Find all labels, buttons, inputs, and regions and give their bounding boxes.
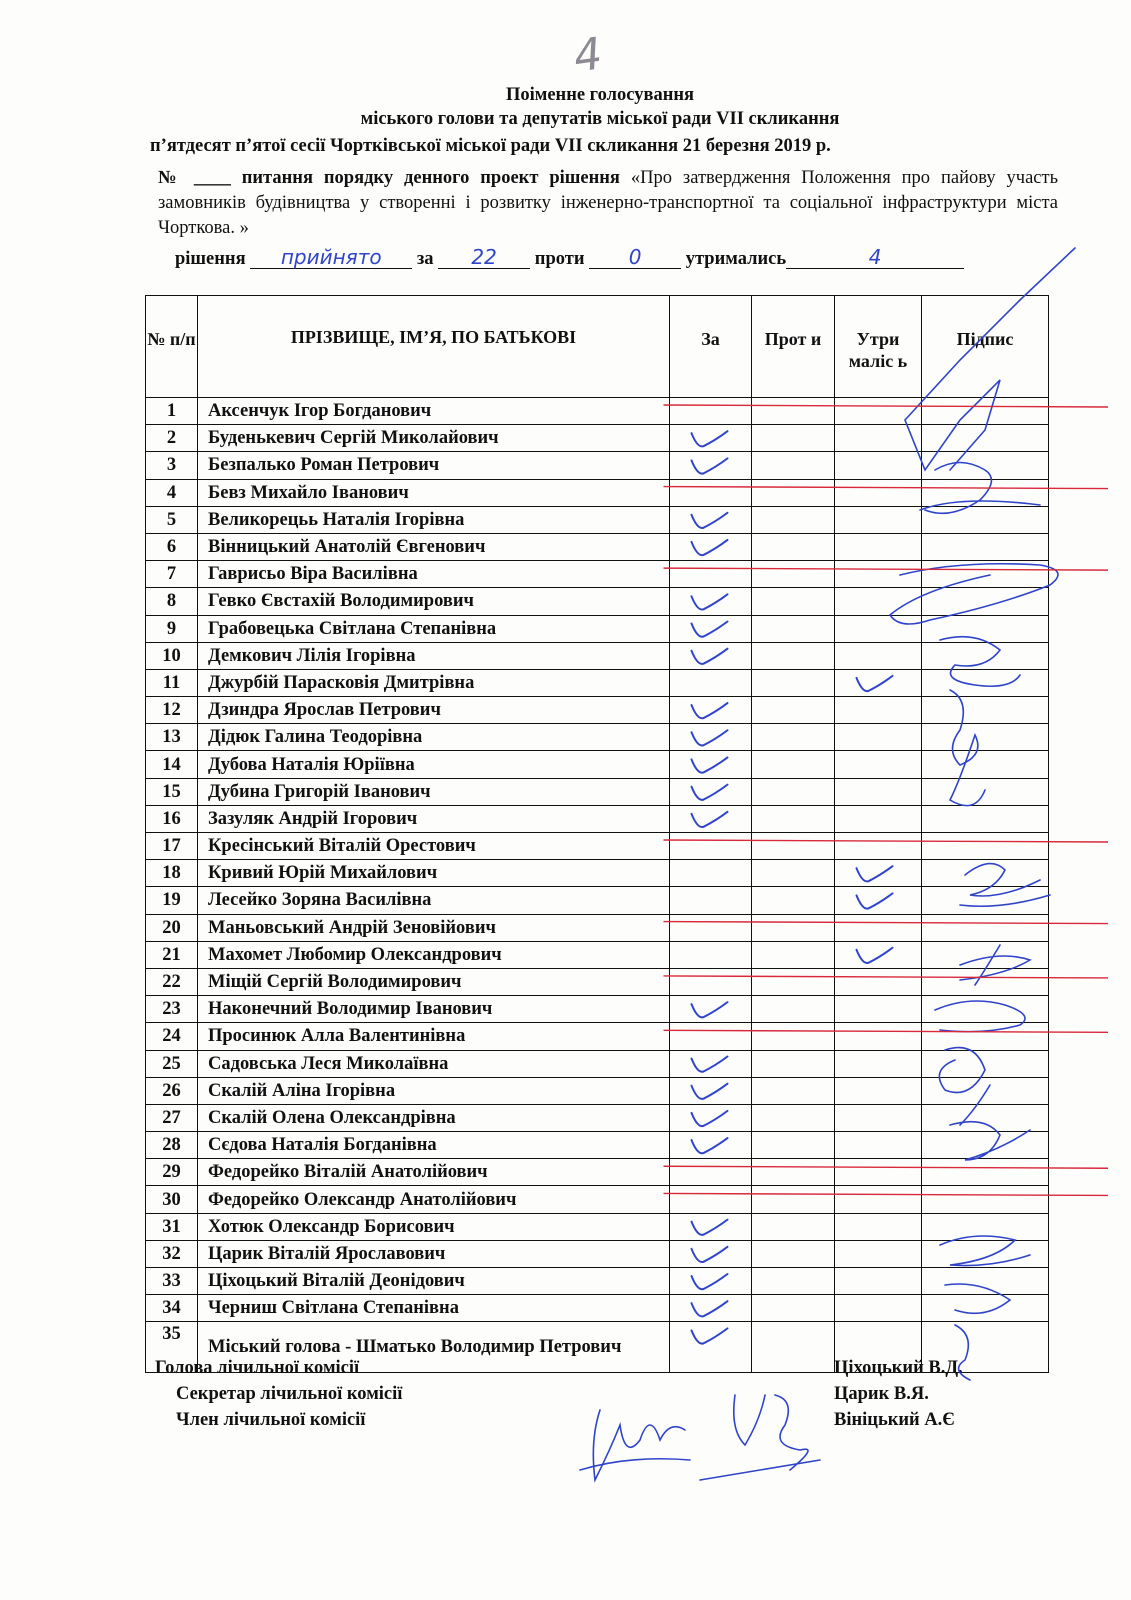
- cell-signature: [922, 561, 1049, 588]
- cell-abstain: [835, 1295, 922, 1322]
- cell-abstain: [835, 805, 922, 832]
- cell-signature: [922, 751, 1049, 778]
- cell-against: [752, 778, 835, 805]
- cell-against: [752, 642, 835, 669]
- table-row: [146, 615, 1049, 642]
- cell-abstain: [835, 860, 922, 887]
- row-name: Зазуляк Андрій Ігорович: [198, 805, 670, 832]
- cell-signature: [922, 860, 1049, 887]
- cell-against: [752, 1213, 835, 1240]
- row-number: 33: [146, 1268, 198, 1295]
- row-name: Садовська Леся Миколаївна: [198, 1050, 670, 1077]
- row-name: Джурбій Парасковія Дмитрівна: [198, 669, 670, 696]
- cell-for: [670, 1023, 752, 1050]
- table-row: [146, 452, 1049, 479]
- cell-abstain: [835, 724, 922, 751]
- cell-signature: [922, 1213, 1049, 1240]
- cell-abstain: [835, 1132, 922, 1159]
- cell-signature: [922, 1186, 1049, 1213]
- cell-abstain: [835, 968, 922, 995]
- cell-signature: [922, 425, 1049, 452]
- table-row: [146, 860, 1049, 887]
- cell-against: [752, 669, 835, 696]
- row-number: 29: [146, 1159, 198, 1186]
- cell-abstain: [835, 669, 922, 696]
- cell-for: [670, 1240, 752, 1267]
- row-number: 24: [146, 1023, 198, 1050]
- table-row: [146, 1132, 1049, 1159]
- cell-for: [670, 425, 752, 452]
- row-number: 28: [146, 1132, 198, 1159]
- row-name: Кривий Юрій Михайлович: [198, 860, 670, 887]
- row-name: Безпалько Роман Петрович: [198, 452, 670, 479]
- row-number: 13: [146, 724, 198, 751]
- row-number: 32: [146, 1240, 198, 1267]
- cell-for: [670, 1295, 752, 1322]
- cell-for: [670, 642, 752, 669]
- table-row: [146, 588, 1049, 615]
- cell-against: [752, 805, 835, 832]
- cell-abstain: [835, 533, 922, 560]
- row-number: 11: [146, 669, 198, 696]
- commission-signature: [580, 1410, 690, 1480]
- cell-abstain: [835, 941, 922, 968]
- row-number: 18: [146, 860, 198, 887]
- cell-for: [670, 941, 752, 968]
- table-row: [146, 1159, 1049, 1186]
- cell-for: [670, 751, 752, 778]
- header-against: Прот и: [752, 296, 835, 398]
- cell-signature: [922, 533, 1049, 560]
- row-name: Царик Віталій Ярославович: [198, 1240, 670, 1267]
- row-name: Хотюк Олександр Борисович: [198, 1213, 670, 1240]
- document-subtitle: міського голови та депутатів міської ради VII скликання: [360, 109, 840, 129]
- table-row: [146, 968, 1049, 995]
- project-text: «Про затвердження Положення про пайову участь замовників будівництва у створенні і розвитку інженерно-транспортної та соціальної інфраструктури міста Чорткова. »: [158, 168, 1059, 238]
- table-row: [146, 669, 1049, 696]
- table-row: [146, 1268, 1049, 1295]
- row-name: Демкович Лілія Ігорівна: [198, 642, 670, 669]
- abstain-count: 4: [786, 246, 964, 269]
- row-name: Лесейко Зоряна Василівна: [198, 887, 670, 914]
- cell-abstain: [835, 1213, 922, 1240]
- decision-label: рішення: [175, 249, 246, 269]
- cell-abstain: [835, 887, 922, 914]
- session-line: п’ятдесят п’ятої сесії Чортківської міської ради VII скликання 21 березня 2019 р.: [150, 136, 831, 156]
- cell-signature: [922, 914, 1049, 941]
- header-name: ПРІЗВИЩЕ, ІМ’Я, ПО БАТЬКОВІ: [198, 296, 670, 398]
- cell-for: [670, 996, 752, 1023]
- cell-abstain: [835, 615, 922, 642]
- row-name: Аксенчук Ігор Богданович: [198, 398, 670, 425]
- row-name: Буденькевич Сергій Миколайович: [198, 425, 670, 452]
- cell-for: [670, 833, 752, 860]
- cell-abstain: [835, 425, 922, 452]
- cell-against: [752, 1159, 835, 1186]
- cell-against: [752, 1050, 835, 1077]
- table-header-row: [146, 296, 1049, 398]
- row-name: Наконечний Володимир Іванович: [198, 996, 670, 1023]
- cell-against: [752, 452, 835, 479]
- cell-for: [670, 615, 752, 642]
- commission-signature: [700, 1395, 820, 1480]
- row-number: 8: [146, 588, 198, 615]
- cell-signature: [922, 1104, 1049, 1131]
- row-number: 26: [146, 1077, 198, 1104]
- cell-against: [752, 941, 835, 968]
- commission-secretary-name: Царик В.Я.: [834, 1384, 929, 1404]
- row-number: 16: [146, 805, 198, 832]
- cell-for: [670, 1322, 752, 1373]
- commission-head-label: Голова лічильної комісії: [155, 1358, 360, 1378]
- cell-against: [752, 887, 835, 914]
- project-description: [158, 166, 1058, 241]
- table-row: [146, 778, 1049, 805]
- table-row: [146, 425, 1049, 452]
- cell-against: [752, 533, 835, 560]
- cell-against: [752, 1295, 835, 1322]
- decision-line: [175, 246, 1075, 270]
- row-name: Міський голова - Шматько Володимир Петрович: [198, 1322, 670, 1373]
- cell-abstain: [835, 697, 922, 724]
- cell-for: [670, 1268, 752, 1295]
- row-name: Маньовський Андрій Зеновійович: [198, 914, 670, 941]
- row-name: Міщій Сергій Володимирович: [198, 968, 670, 995]
- table-row: [146, 642, 1049, 669]
- cell-against: [752, 1077, 835, 1104]
- cell-abstain: [835, 588, 922, 615]
- cell-signature: [922, 941, 1049, 968]
- row-name: Федорейко Віталій Анатолійович: [198, 1159, 670, 1186]
- cell-abstain: [835, 914, 922, 941]
- cell-for: [670, 1077, 752, 1104]
- table-row: [146, 914, 1049, 941]
- row-name: Дідюк Галина Теодорівна: [198, 724, 670, 751]
- row-number: 34: [146, 1295, 198, 1322]
- cell-against: [752, 1268, 835, 1295]
- commission-head-name: Ціхоцький В.Д.: [834, 1358, 963, 1378]
- cell-signature: [922, 1050, 1049, 1077]
- row-name: Великорецьь Наталія Ігорівна: [198, 506, 670, 533]
- cell-against: [752, 588, 835, 615]
- cell-for: [670, 887, 752, 914]
- cell-signature: [922, 778, 1049, 805]
- cell-against: [752, 1023, 835, 1050]
- row-number: 3: [146, 452, 198, 479]
- cell-signature: [922, 1295, 1049, 1322]
- table-row: [146, 833, 1049, 860]
- cell-for: [670, 506, 752, 533]
- table-row: [146, 724, 1049, 751]
- cell-signature: [922, 1268, 1049, 1295]
- row-number: 30: [146, 1186, 198, 1213]
- cell-for: [670, 533, 752, 560]
- cell-for: [670, 398, 752, 425]
- table-row: [146, 561, 1049, 588]
- cell-abstain: [835, 1104, 922, 1131]
- table-row: [146, 479, 1049, 506]
- cell-for: [670, 452, 752, 479]
- cell-against: [752, 833, 835, 860]
- cell-against: [752, 561, 835, 588]
- abstain-label: утримались: [685, 249, 787, 269]
- cell-for: [670, 588, 752, 615]
- cell-against: [752, 968, 835, 995]
- cell-signature: [922, 506, 1049, 533]
- row-name: Просинюк Алла Валентинівна: [198, 1023, 670, 1050]
- row-number: 31: [146, 1213, 198, 1240]
- document-title: Поіменне голосування: [505, 85, 695, 105]
- row-number: 6: [146, 533, 198, 560]
- against-count: 0: [589, 246, 681, 269]
- cell-signature: [922, 1240, 1049, 1267]
- cell-signature: [922, 588, 1049, 615]
- cell-for: [670, 1132, 752, 1159]
- row-number: 22: [146, 968, 198, 995]
- table-row: [146, 805, 1049, 832]
- cell-against: [752, 1322, 835, 1373]
- cell-for: [670, 1213, 752, 1240]
- cell-for: [670, 561, 752, 588]
- row-name: Вінницький Анатолій Євгенович: [198, 533, 670, 560]
- for-count: 22: [438, 246, 530, 269]
- row-name: Дзиндра Ярослав Петрович: [198, 697, 670, 724]
- row-number: 9: [146, 615, 198, 642]
- for-label: за: [416, 249, 434, 269]
- table-row: [146, 996, 1049, 1023]
- cell-signature: [922, 452, 1049, 479]
- cell-abstain: [835, 1159, 922, 1186]
- cell-against: [752, 398, 835, 425]
- row-number: 35: [146, 1322, 198, 1373]
- cell-signature: [922, 724, 1049, 751]
- cell-against: [752, 1240, 835, 1267]
- cell-abstain: [835, 479, 922, 506]
- cell-for: [670, 778, 752, 805]
- cell-abstain: [835, 1050, 922, 1077]
- commission-member-label: Член лічильної комісії: [176, 1410, 366, 1430]
- cell-abstain: [835, 1077, 922, 1104]
- cell-signature: [922, 968, 1049, 995]
- table-row: [146, 1050, 1049, 1077]
- cell-for: [670, 1104, 752, 1131]
- cell-against: [752, 914, 835, 941]
- cell-signature: [922, 1077, 1049, 1104]
- cell-against: [752, 724, 835, 751]
- row-number: 21: [146, 941, 198, 968]
- row-name: Дубова Наталія Юріївна: [198, 751, 670, 778]
- cell-for: [670, 860, 752, 887]
- table-row: [146, 506, 1049, 533]
- cell-signature: [922, 615, 1049, 642]
- row-name: Ціхоцький Віталій Деонідович: [198, 1268, 670, 1295]
- cell-signature: [922, 1023, 1049, 1050]
- table-row: [146, 1295, 1049, 1322]
- row-number: 19: [146, 887, 198, 914]
- cell-against: [752, 697, 835, 724]
- cell-signature: [922, 996, 1049, 1023]
- row-name: Грабовецька Світлана Степанівна: [198, 615, 670, 642]
- cell-against: [752, 860, 835, 887]
- row-number: 12: [146, 697, 198, 724]
- row-number: 7: [146, 561, 198, 588]
- cell-abstain: [835, 778, 922, 805]
- cell-against: [752, 506, 835, 533]
- row-name: Гевко Євстахій Володимирович: [198, 588, 670, 615]
- against-label: проти: [534, 249, 585, 269]
- cell-abstain: [835, 452, 922, 479]
- cell-for: [670, 914, 752, 941]
- table-row: [146, 1240, 1049, 1267]
- header-signature: Підпис: [922, 296, 1049, 398]
- table-row: [146, 887, 1049, 914]
- cell-for: [670, 968, 752, 995]
- row-name: Кресінський Віталій Орестович: [198, 833, 670, 860]
- table-row: [146, 1104, 1049, 1131]
- cell-abstain: [835, 833, 922, 860]
- cell-abstain: [835, 1023, 922, 1050]
- commission-member-name: Вініцький А.Є: [834, 1410, 955, 1430]
- cell-signature: [922, 398, 1049, 425]
- cell-against: [752, 615, 835, 642]
- row-number: 10: [146, 642, 198, 669]
- row-name: Бевз Михайло Іванович: [198, 479, 670, 506]
- cell-signature: [922, 697, 1049, 724]
- cell-against: [752, 751, 835, 778]
- cell-signature: [922, 642, 1049, 669]
- row-number: 25: [146, 1050, 198, 1077]
- cell-for: [670, 1159, 752, 1186]
- cell-for: [670, 724, 752, 751]
- cell-against: [752, 479, 835, 506]
- vote-table: [145, 295, 1049, 1373]
- row-number: 20: [146, 914, 198, 941]
- table-row: [146, 1077, 1049, 1104]
- cell-abstain: [835, 996, 922, 1023]
- cell-for: [670, 669, 752, 696]
- cell-abstain: [835, 1240, 922, 1267]
- row-number: 1: [146, 398, 198, 425]
- table-row: [146, 398, 1049, 425]
- cell-for: [670, 1186, 752, 1213]
- row-number: 14: [146, 751, 198, 778]
- page-number: 4: [570, 28, 606, 83]
- table-row: [146, 941, 1049, 968]
- cell-abstain: [835, 1186, 922, 1213]
- decision-value: прийнято: [250, 246, 412, 269]
- table-row: [146, 1023, 1049, 1050]
- table-row: [146, 1186, 1049, 1213]
- cell-against: [752, 1104, 835, 1131]
- row-number: 5: [146, 506, 198, 533]
- row-number: 2: [146, 425, 198, 452]
- cell-abstain: [835, 642, 922, 669]
- row-name: Черниш Світлана Степанівна: [198, 1295, 670, 1322]
- cell-signature: [922, 1159, 1049, 1186]
- row-number: 15: [146, 778, 198, 805]
- row-name: Скалій Аліна Ігорівна: [198, 1077, 670, 1104]
- row-number: 27: [146, 1104, 198, 1131]
- cell-abstain: [835, 751, 922, 778]
- cell-for: [670, 1050, 752, 1077]
- row-name: Махомет Любомир Олександрович: [198, 941, 670, 968]
- header-for: За: [670, 296, 752, 398]
- cell-signature: [922, 805, 1049, 832]
- cell-against: [752, 1132, 835, 1159]
- cell-signature: [922, 479, 1049, 506]
- project-prefix: № ____ питання порядку денного проект рішення: [158, 168, 620, 188]
- row-name: Гаврисьо Віра Василівна: [198, 561, 670, 588]
- table-row: [146, 533, 1049, 560]
- cell-abstain: [835, 1268, 922, 1295]
- header-abstain: Утри маліс ь: [835, 296, 922, 398]
- cell-against: [752, 996, 835, 1023]
- table-row: [146, 751, 1049, 778]
- cell-signature: [922, 887, 1049, 914]
- table-row: [146, 697, 1049, 724]
- row-number: 23: [146, 996, 198, 1023]
- cell-for: [670, 805, 752, 832]
- row-number: 17: [146, 833, 198, 860]
- cell-signature: [922, 1132, 1049, 1159]
- row-name: Сєдова Наталія Богданівна: [198, 1132, 670, 1159]
- cell-signature: [922, 669, 1049, 696]
- row-name: Дубина Григорій Іванович: [198, 778, 670, 805]
- cell-against: [752, 425, 835, 452]
- row-number: 4: [146, 479, 198, 506]
- commission-secretary-label: Секретар лічильної комісії: [176, 1384, 403, 1404]
- table-row: [146, 1213, 1049, 1240]
- cell-for: [670, 479, 752, 506]
- cell-for: [670, 697, 752, 724]
- cell-abstain: [835, 398, 922, 425]
- row-name: Федорейко Олександр Анатолійович: [198, 1186, 670, 1213]
- row-name: Скалій Олена Олександрівна: [198, 1104, 670, 1131]
- cell-against: [752, 1186, 835, 1213]
- cell-signature: [922, 833, 1049, 860]
- cell-abstain: [835, 561, 922, 588]
- header-num: № п/п: [146, 296, 198, 398]
- cell-abstain: [835, 506, 922, 533]
